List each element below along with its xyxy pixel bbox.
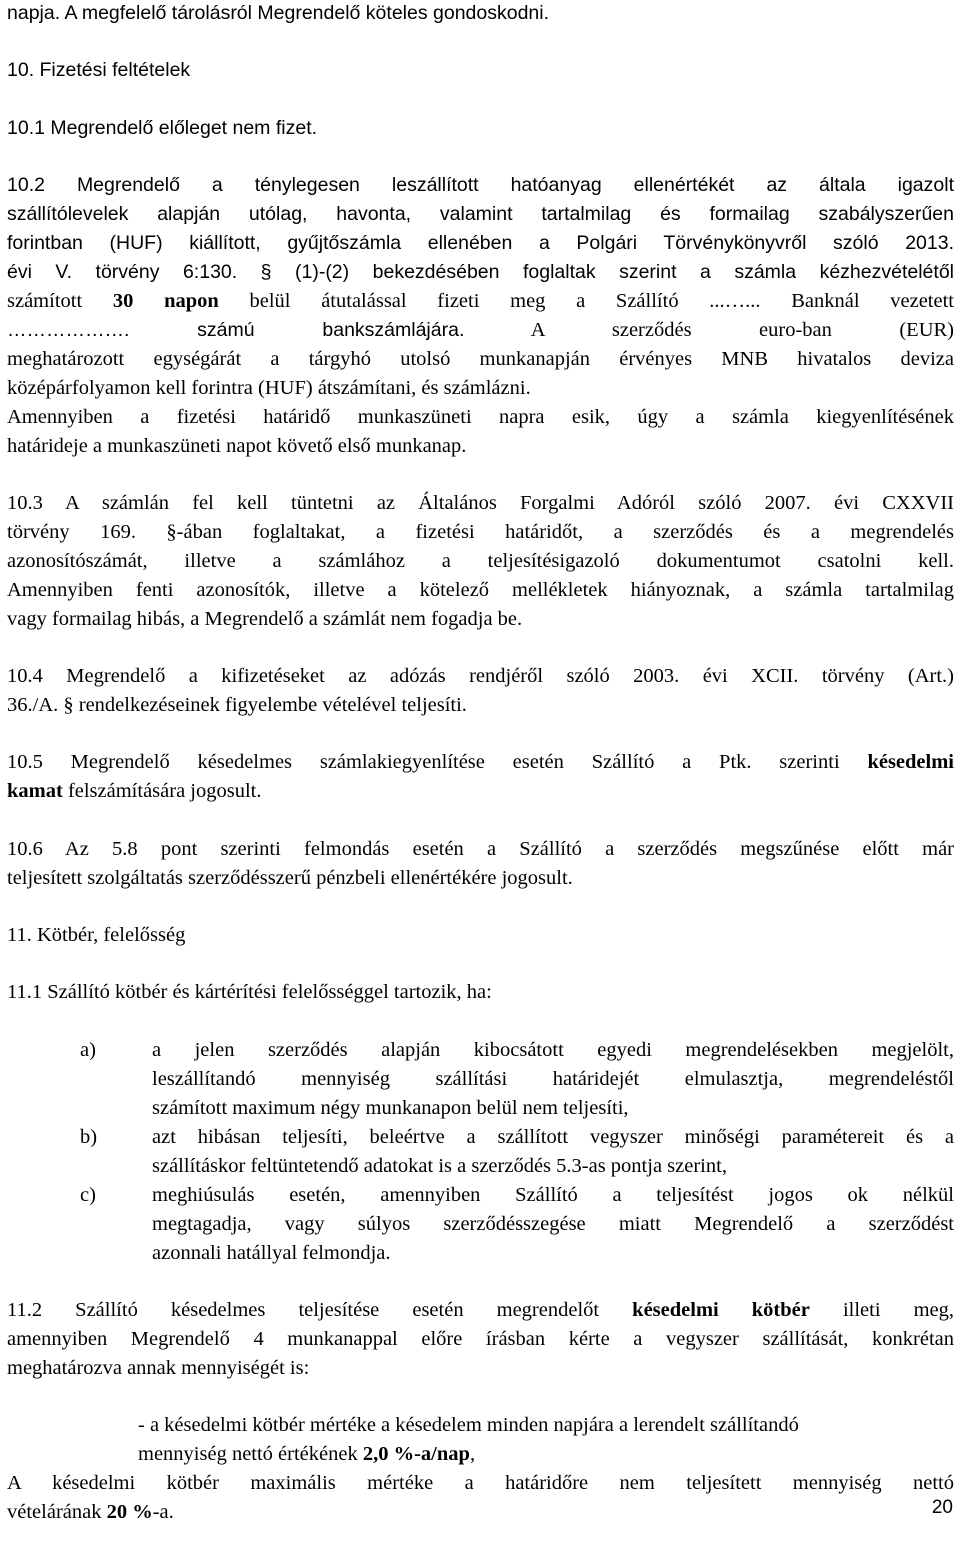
paragraph-10-5: 10.5 Megrendelő késedelmes számlakiegyenlítése esetén Szállító a Ptk. szerinti késedelmi [7,751,954,773]
list-item-line: szállításkor feltüntetendő adatokat is a szerződés 5.3-as pontja szerint, [152,1155,727,1177]
text-line: kamat felszámítására jogosult. [7,780,262,802]
text-line: törvény 169. §-ában foglaltakat, a fizetési határidőt, a szerződés és a megrendelés [7,521,954,543]
list-item-line: leszállítandó mennyiség szállítási határidejét elmulasztja, megrendeléstől [152,1068,954,1090]
text-line: napja. A megfelelő tárolásról Megrendelő köteles gondoskodni. [7,2,550,24]
list-item-line: meghiúsulás esetén, amennyiben Szállító a teljesítést jogos ok nélkül [152,1184,954,1206]
text-line: Amennyiben fenti azonosítók, illetve a kötelező mellékletek hiányoznak, a számla tartalmilag [7,579,954,601]
text-line: számított 30 napon belül átutalással fizeti meg a Szállító ...…... Banknál vezetett [7,290,954,312]
text-line: A késedelmi kötbér maximális mértéke a határidőre nem teljesített mennyiség nettó [7,1472,954,1494]
paragraph-10-1: 10.1 Megrendelő előleget nem fizet. [7,117,318,139]
list-label: c) [80,1184,96,1206]
text-line: Amennyiben a fizetési határidő munkaszüneti napra esik, úgy a számla kiegyenlítésének [7,406,954,428]
text-line: forintban (HUF) kiállított, gyűjtőszámla ellenében a Polgári Törvénykönyvről szóló 2013. [7,232,954,254]
text-line: középárfolyamon kell forintra (HUF) átszámítani, és számlázni. [7,377,531,399]
text-line: azonosítószámát, illetve a számlához a teljesítésigazoló dokumentumot csatolni kell. [7,550,954,572]
text-line: ………………. számú bankszámlájára. A szerződés euro-ban (EUR) [7,319,954,341]
text-line: 36./A. § rendelkezéseinek figyelembe vételével teljesíti. [7,694,467,716]
bold-text: késedelmi [867,751,954,773]
text-line: vételárának 20 %-a. [7,1501,174,1523]
text-line: vagy formailag hibás, a Megrendelő a számlát nem fogadja be. [7,608,523,630]
list-label: b) [80,1126,98,1148]
bold-text: 2,0 %-a/nap [362,1443,470,1465]
list-item-line: a jelen szerződés alapján kibocsátott egyedi megrendelésekben megjelölt, [152,1039,954,1061]
text-line: meghatározott egységárát a tárgyhó utolsó munkanapján érvényes MNB hivatalos deviza [7,348,954,370]
paragraph-10-2: 10.2 Megrendelő a ténylegesen leszállított hatóanyag ellenértékét az általa igazolt [7,174,954,196]
text-line: szállítólevelek alapján utólag, havonta, valamint tartalmilag és formailag szabályszerűen [7,203,954,225]
text-line: - a késedelmi kötbér mértéke a késedelem minden napjára a lerendelt szállítandó [138,1414,799,1436]
list-item-line: azt hibásan teljesíti, beleértve a szállított vegyszer minőségi paramétereit és a [152,1126,954,1148]
paragraph-10-6: 10.6 Az 5.8 pont szerinti felmondás esetén a Szállító a szerződés megszűnése előtt már [7,838,954,860]
list-label: a) [80,1039,96,1061]
list-item-line: számított maximum négy munkanapon belül nem teljesíti, [152,1097,629,1119]
paragraph-10-3: 10.3 A számlán fel kell tüntetni az Általános Forgalmi Adóról szóló 2007. évi CXXVII [7,492,954,514]
page-number: 20 [931,1497,953,1518]
text-line: amennyiben Megrendelő 4 munkanappal előre írásban kérte a vegyszer szállítását, konkrétan [7,1328,954,1350]
text-line: határideje a munkaszüneti napot követő első munkanap. [7,435,467,457]
paragraph-11-1: 11.1 Szállító kötbér és kártérítési felelősséggel tartozik, ha: [7,981,492,1003]
bold-text: 30 napon [112,290,219,312]
paragraph-11-2: 11.2 Szállító késedelmes teljesítése esetén megrendelőt késedelmi kötbér illeti meg, [7,1299,955,1321]
bold-text: 20 % [106,1501,153,1523]
text-line: évi V. törvény 6:130. § (1)-(2) bekezdésében foglaltak szerint a számla kézhezvételétől [7,261,954,283]
list-item-line: azonnali hatállyal felmondja. [152,1242,391,1264]
section-heading-kotber: 11. Kötbér, felelősség [7,924,186,946]
paragraph-10-4: 10.4 Megrendelő a kifizetéseket az adózás rendjéről szóló 2003. évi XCII. törvény (Art.) [7,665,954,687]
bold-text: kamat [7,780,63,802]
text-line: mennyiség nettó értékének 2,0 %-a/nap, [138,1443,476,1465]
text-line: teljesített szolgáltatás szerződésszerű pénzbeli ellenértékére jogosult. [7,867,573,889]
list-item-line: megtagadja, vagy súlyos szerződésszegése miatt Megrendelő a szerződést [152,1213,954,1235]
section-heading-fizetesi-feltetelek: 10. Fizetési feltételek [7,59,191,81]
text-line: meghatározva annak mennyiségét is: [7,1357,310,1379]
bold-text: késedelmi kötbér [632,1299,810,1321]
